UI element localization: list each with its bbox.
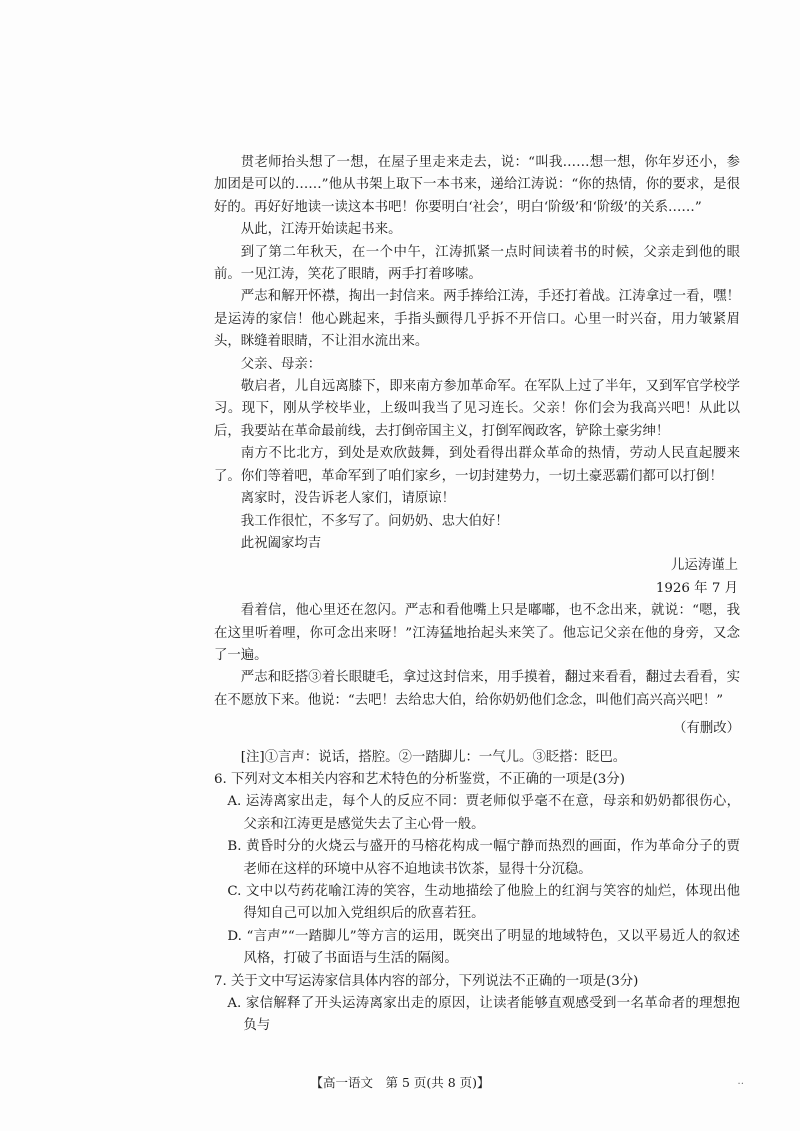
option-a: A. 家信解释了开头运涛离家出走的原因，让读者能够直观感受到一名革命者的理想抱负与 <box>227 996 740 1034</box>
source-note: （有删改） <box>673 721 740 737</box>
question-7 <box>214 971 740 1038</box>
paragraph: 到了第二年秋天，在一个中午，江涛抓紧一点时间读着书的时候，父亲走到他的眼前。一见江涛，笑花了眼睛，两手打着哆嗦。 <box>214 244 740 283</box>
letter-salutation: 父亲、母亲： <box>240 356 322 372</box>
letter-signature-date: 1926 年 7 月 <box>655 580 738 596</box>
letter-signature-name: 儿运涛谨上 <box>671 558 738 574</box>
paragraph: 严志和解开怀襟，掏出一封信来。两手捧给江涛，手还打着战。江涛拿过一看，嘿！是运涛的家信！他心跳起来，手指头颤得几乎拆不开信口。心里一时兴奋，用力皱紧眉头，眯缝着眼睛，不让泪水流出来。 <box>214 289 740 350</box>
option-a: A. 运涛离家出走，每个人的反应不同：贾老师似乎毫不在意，母亲和奶奶都很伤心，父亲和江涛更是感觉失去了主心骨一般。 <box>227 794 740 832</box>
option-d: D. “言声”“一踏脚儿”等方言的运用，既突出了明显的地域特色，又以平易近人的叙述风格，打破了书面语与生活的隔阂。 <box>227 928 740 967</box>
letter-paragraph: 我工作很忙，不多写了。问奶奶、忠大伯好！ <box>240 513 509 529</box>
option-b: B. 黄昏时分的火烧云与盛开的马榕花构成一幅宁静而热烈的画面，作为革命分子的贾老师在这样的环境中从容不迫地读书饮茶，显得十分沉稳。 <box>227 839 740 877</box>
letter-closing: 此祝阖家均吉 <box>240 535 322 551</box>
paragraph: 看着信，他心里还在忽闪。严志和看他嘴上只是嘟嘟，也不念出来，就说：“嗯，我在这里听着哩，你可念出来呀！”江涛猛地抬起头来笑了。他忘记父亲在他的身旁，又念了一遍。 <box>214 603 740 663</box>
passage-body <box>214 152 740 1038</box>
paragraph: 从此，江涛开始读起书来。 <box>240 222 402 238</box>
footer-mark: ‥ <box>737 1076 744 1087</box>
letter-paragraph: 南方不比北方，到处是欢欣鼓舞，到处看得出群众革命的热情，劳动人民直起腰来了。你们等着吧，革命军到了咱们家乡，一切封建势力，一切土豪恶霸们都可以打倒！ <box>214 446 740 484</box>
letter-paragraph: 离家时，没告诉老人家们，请原谅！ <box>240 491 456 507</box>
letter-paragraph: 敬启者，儿自远离膝下，即来南方参加革命军。在军队上过了半年，又到军官学校学习。现下，刚从学校毕业，上级叫我当了见习连长。父亲！你们会为我高兴吧！从此以后，我要站在革命最前线，去打倒帝国主义，打倒军阀政客，铲除土豪劣绅！ <box>214 379 740 439</box>
question-6 <box>214 769 740 971</box>
page-footer: 【高一语文 第 5 页(共 8 页)】 <box>310 1075 490 1090</box>
question-stem: 7. 关于文中写运涛家信具体内容的部分，下列说法不正确的一项是(3分) <box>214 973 639 989</box>
paragraph: 严志和眨搭③着长眼睫毛，拿过这封信来，用手摸着，翻过来看看，翻过去看看，实在不愿放下来。他说：“去吧！去给忠大伯，给你奶奶他们念念，叫他们高兴高兴吧！” <box>214 670 740 708</box>
footnote: [注]①言声：说话，搭腔。②一踏脚儿：一气儿。③眨搭：眨巴。 <box>240 749 627 765</box>
paragraph: 贯老师抬头想了一想，在屋子里走来走去，说：“叫我……想一想，你年岁还小，参加团是可以的……”他从书架上取下一本书来，递给江涛说：“你的热情，你的要求，是很好的。再好好地读一读这本书吧！你要明白‘社会’，明白‘阶级’和‘阶级’的关系……” <box>214 155 740 215</box>
option-c: C. 文中以芍药花喻江涛的笑容，生动地描绘了他脸上的红润与笑容的灿烂，体现出他得知自己可以加入党组织后的欣喜若狂。 <box>227 884 740 922</box>
question-stem: 6. 下列对文本相关内容和艺术特色的分析鉴赏，不正确的一项是(3分) <box>214 771 625 787</box>
